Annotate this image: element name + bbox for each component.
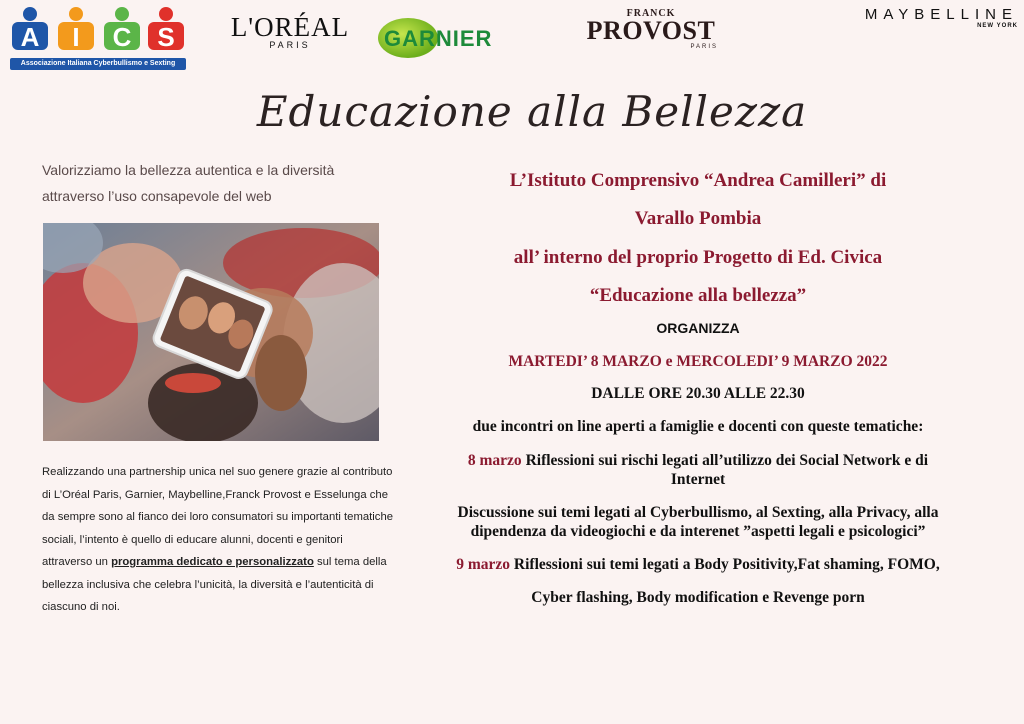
tagline-line-1: Valorizziamo la bellezza autentica e la diversità [42,162,335,178]
programma-link[interactable]: programma dedicato e personalizzato [111,556,314,568]
day2-line-2: Cyber flashing, Body modification e Revenge porn [531,589,865,606]
maybelline-subtitle: NEW YORK [977,23,1018,29]
loreal-logo [212,14,368,50]
franck-provost-logo [578,9,724,49]
provost-wordmark: PROVOST [586,16,716,45]
school-line-2: Varallo Pombia [634,208,762,229]
description-text-after: sul tema della bellezza inclusiva che celebra l’unicità, la diversità e l’autenticità di ciascuno di noi. [42,556,387,613]
day2-text: Riflessioni sui temi legati a Body Positivity,Fat shaming, FOMO, [510,556,940,573]
aics-letter-i: I [72,22,80,52]
selfie-photo [43,223,379,441]
project-line-2: “Educazione alla bellezza” [589,285,807,306]
day1-text: Riflessioni sui rischi legati all’utilizzo dei Social Network e di [521,452,929,469]
day1-line-2: Internet [670,471,726,488]
organizza-heading: ORGANIZZA [656,320,740,336]
day1-label: 8 marzo [467,452,522,469]
day1-line-1 [398,452,998,470]
loreal-subtitle: PARIS [269,40,311,50]
day2-line-1 [398,556,998,574]
tagline-line-2: attraverso l’uso consapevole del web [42,188,272,204]
event-intro: due incontri on line aperti a famiglie e docenti con queste tematiche: [472,418,924,435]
description-text-before: Realizzando una partnership unica nel suo genere grazie al contributo di L’Oréal Paris, Garnier, Maybelline,Franck Provost e Esselunga che da sempre sono al fianco dei loro consumatori su importanti tematiche sociali, l’intento è quello di educare alunni, docenti e genitori attraverso un [42,466,394,568]
aics-letters [6,18,188,52]
discussion-line-2: dipendenza da videogiochi e da interenet ”aspetti legali e psicologici” [470,523,926,540]
aics-logo [6,6,188,70]
day2-label: 9 marzo [456,556,511,573]
aics-letter-s: S [157,22,175,52]
event-hours: DALLE ORE 20.30 ALLE 22.30 [591,385,805,402]
provost-first-name: FRANCK [626,8,676,19]
maybelline-logo [764,8,1018,30]
partnership-description [42,461,394,619]
aics-subtitle: Associazione Italiana Cyberbullismo e Sexting [10,58,186,70]
tagline [42,157,392,209]
garnier-logo [378,18,546,58]
maybelline-wordmark: MAYBELLINE [864,6,1018,23]
school-line-1: L’Istituto Comprensivo “Andrea Camilleri” di [509,170,887,191]
project-line-1: all’ interno del proprio Progetto di Ed. Civica [513,247,883,268]
provost-subtitle: PARIS [690,44,718,50]
garnier-wordmark: GARNIER [384,26,493,51]
aics-letter-a: A [20,22,40,52]
event-dates: MARTEDI’ 8 MARZO e MERCOLEDI’ 9 MARZO 2022 [508,353,888,370]
aics-letter-c: C [112,22,132,52]
discussion-line-1: Discussione sui temi legati al Cyberbullismo, al Sexting, alla Privacy, alla [457,504,939,521]
page-title: Educazione alla Bellezza [256,87,808,136]
loreal-wordmark: L'ORÉAL [230,12,350,42]
